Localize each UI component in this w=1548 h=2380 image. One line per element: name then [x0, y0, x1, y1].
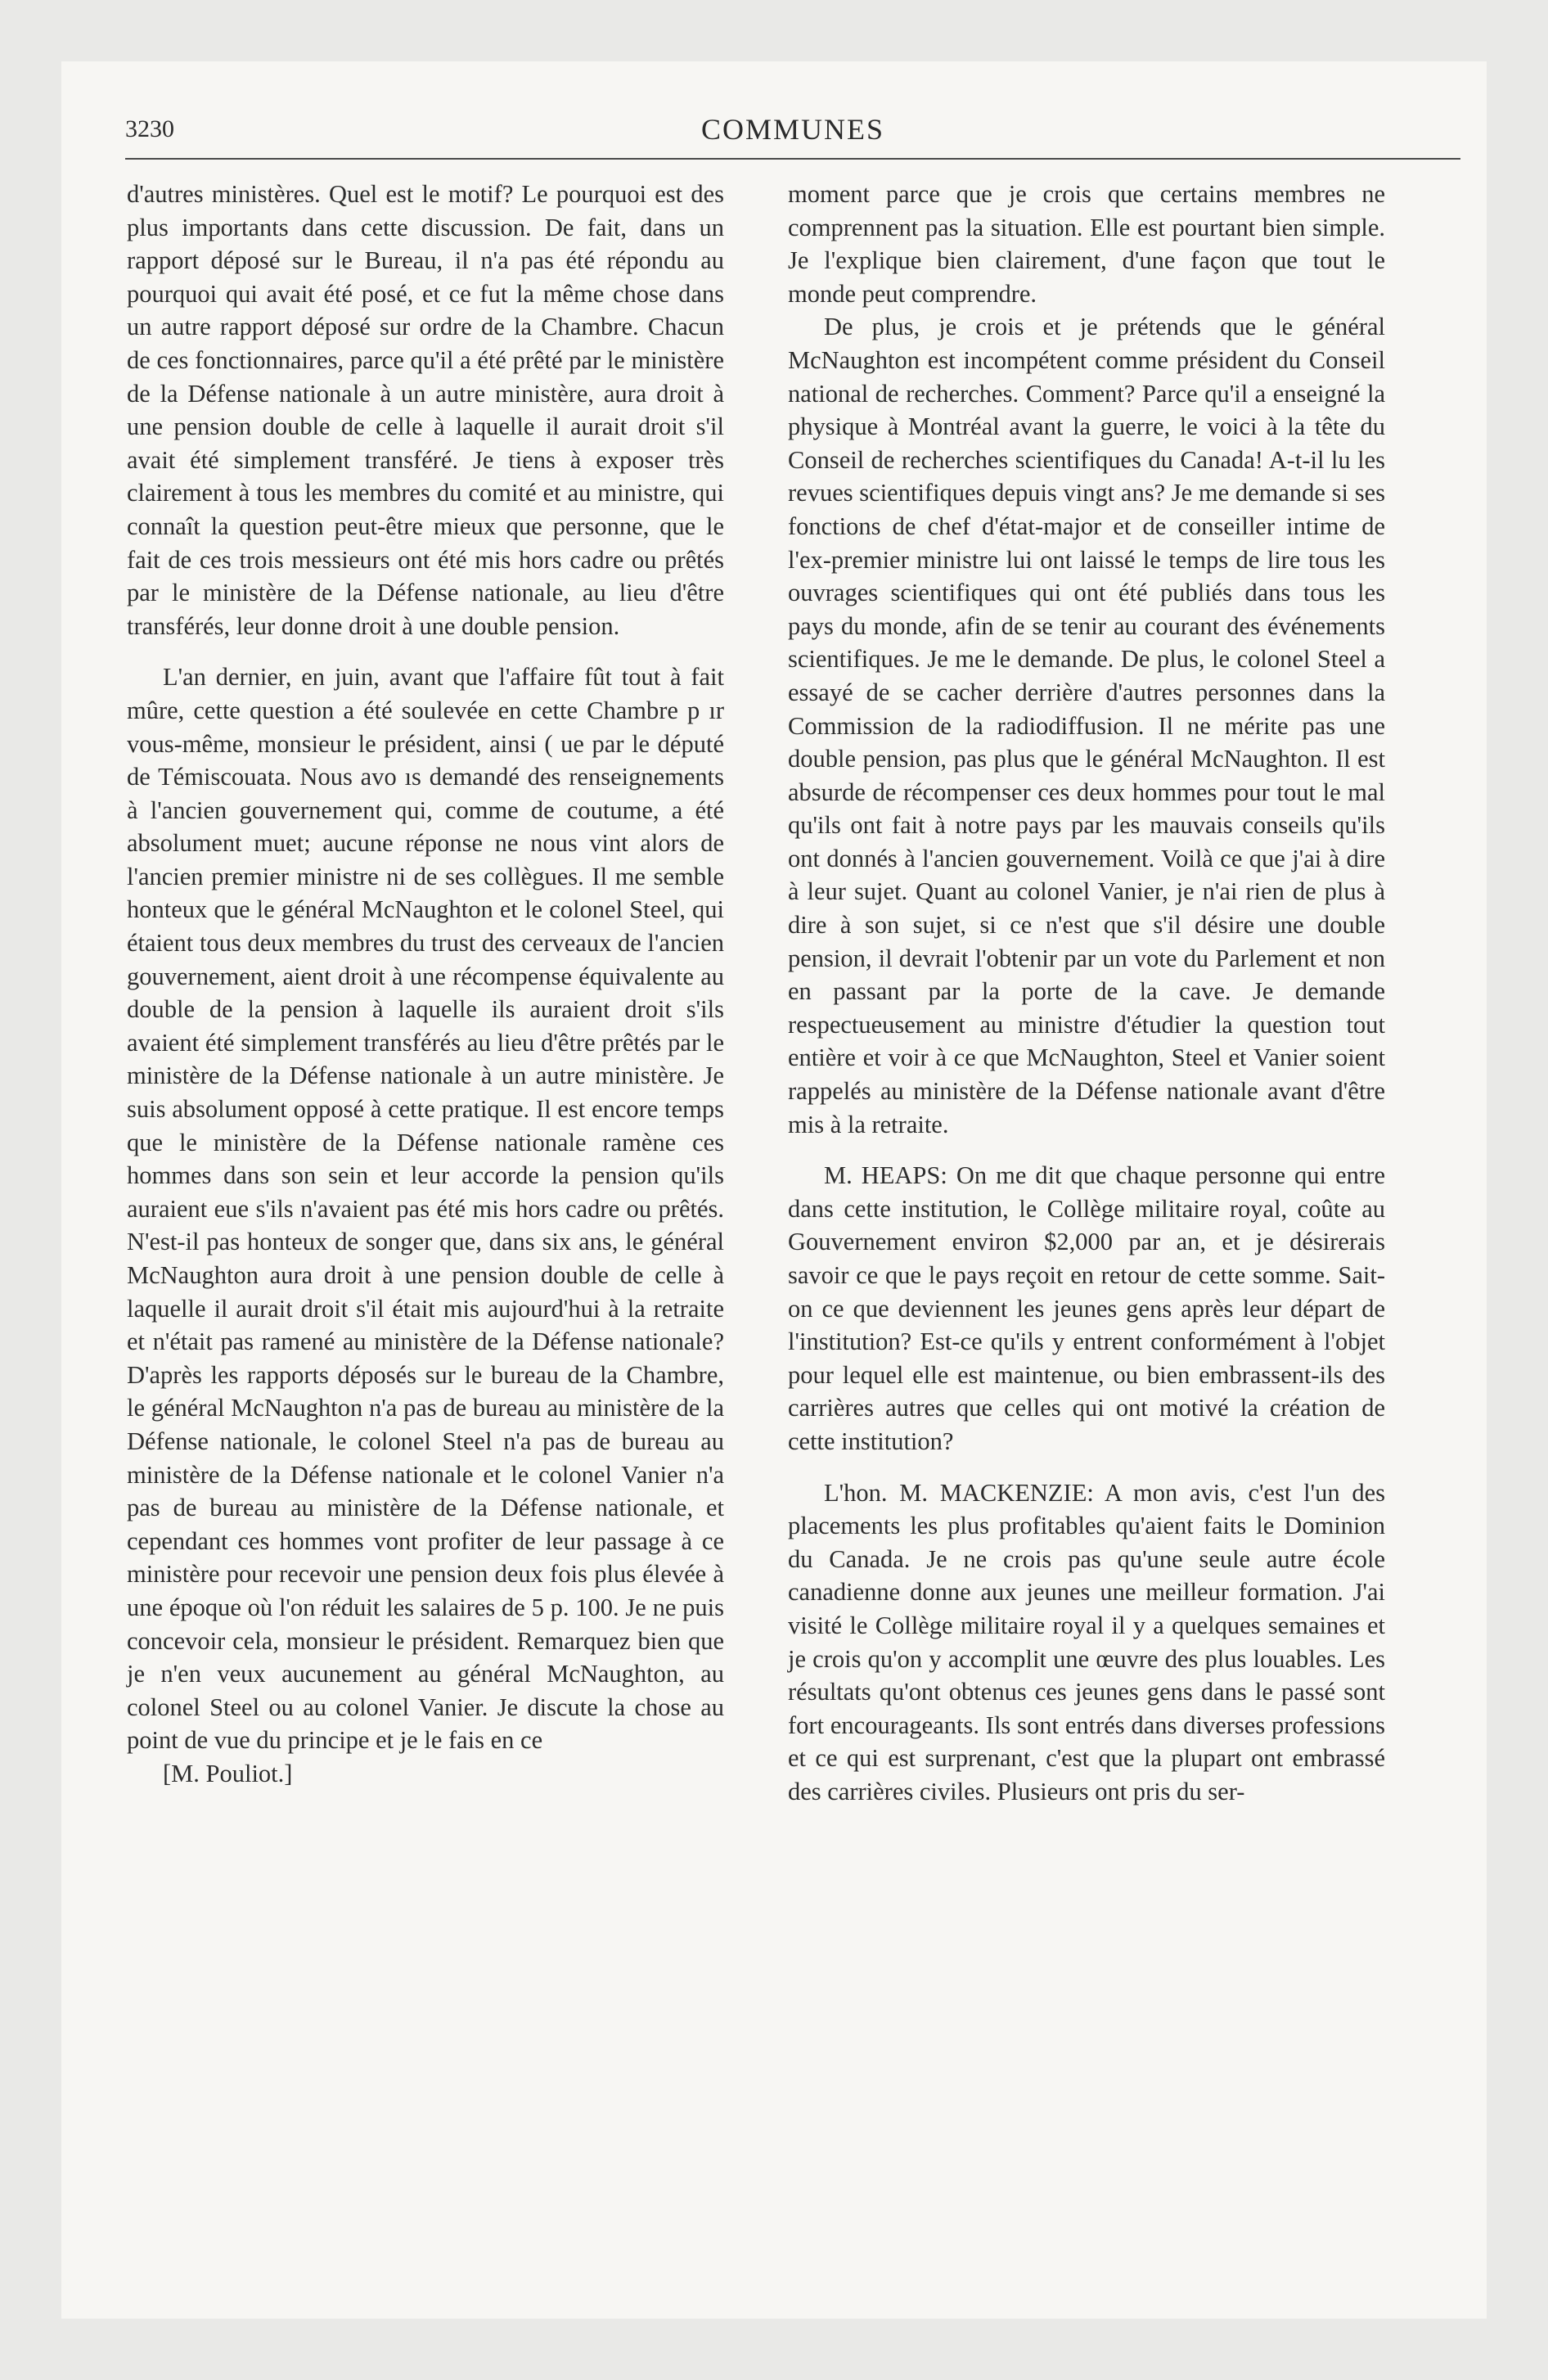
- paragraph: L'hon. M. MACKENZIE: A mon avis, c'est l'un des placements les plus profitables qu'aient faits le Dominion du Canada. Je ne crois pas qu'une seule autre école canadienne donne aux jeunes une meilleur formation. J'ai visité le Collège militaire royal il y a quelques semaines et je crois qu'on y accomplit une œuvre des plus louables. Les résultats qu'ont obtenus ces jeunes gens dans le passé sont fort encourageants. Ils sont entrés dans diverses professions et ce qui est surprenant, c'est que la plupart ont embrassé des carrières civiles. Plusieurs ont pris du ser-: [788, 1478, 1385, 1805]
- paragraph: L'an dernier, en juin, avant que l'affaire fût tout à fait mûre, cette question a été soulevée en cette Chambre p ır vous-même, monsieur le président, ainsi ( ue par le député de Témiscouata. Nous avo ıs demandé des renseignements à l'ancien gouvernement qui, comme de coutume, a été absolument muet; aucune réponse ne nous vint alors de l'ancien premier ministre ni de ses collègues. Il me semble honteux que le général McNaughton et le colonel Steel, qui étaient tous deux membres du trust des cerveaux de l'ancien gouvernement, aient droit à une récompense équivalente au double de la pension à laquelle ils auraient droit s'ils avaient été simplement transférés au lieu d'être prêtés par le ministère de la Défense nationale à un autre ministère. Je suis absolument opposé à cette pratique. Il est encore temps que le ministère de la Défense nationale ramène ces hommes dans son sein et leur accorde la pension qu'ils auraient eue s'ils n'avaient pas été mis hors cadre ou prêtés. N'est-il pas honteux de songer que, dans six ans, le général McNaughton aura droit à une pension double de celle à laquelle il aurait droit s'il était mis aujourd'hui à la retraite et n'était pas ramené au ministère de la Défense nationale? D'après les rapports déposés sur le bureau de la Chambre, le général McNaughton n'a pas de bureau au ministère de la Défense nationale, le colonel Steel n'a pas de bureau au ministère de la Défense nationale et le colonel Vanier n'a pas de bureau au ministère de la Défense nationale, et cependant ces hommes vont profiter de leur passage à ce ministère pour recevoir une pension deux fois plus élevée à une époque où l'on réduit les salaires de 5 p. 100. Je ne puis concevoir cela, monsieur le président. Remarquez bien que je n'en veux aucunement au général McNaughton, au colonel Steel ou au colonel Vanier. Je discute la chose au point de vue du principe et je le fais en ce: [127, 663, 724, 1755]
- page-number: 3230: [125, 115, 174, 142]
- document-page: [61, 61, 1487, 2319]
- left-column: [127, 178, 724, 1791]
- page-header: [125, 109, 1460, 158]
- running-head: COMMUNES: [700, 113, 885, 146]
- right-column: [788, 178, 1385, 1809]
- speaker-reference: [M. Pouliot.]: [163, 1759, 293, 1787]
- paragraph: moment parce que je crois que certains membres ne comprennent pas la situation. Elle est pourtant bien simple. Je l'explique bien clairement, d'une façon que tout le monde peut comprendre.: [788, 180, 1385, 308]
- header-rule: [125, 158, 1460, 160]
- paragraph: De plus, je crois et je prétends que le général McNaughton est incompétent comme président du Conseil national de recherches. Comment? Parce qu'il a enseigné la physique à Montréal avant la guerre, le voici à la tête du Conseil de recherches scientifiques du Canada! A-t-il lu les revues scientifiques depuis vingt ans? Je me demande si ses fonctions de chef d'état-major et de conseiller intime de l'ex-premier ministre lui ont laissé le temps de lire tous les ouvrages scientifiques qui ont été publiés dans tous les pays du monde, afin de se tenir au courant des événements scientifiques. Je me le demande. De plus, le colonel Steel a essayé de se cacher derrière d'autres personnes dans la Commission de la radiodiffusion. Il ne mérite pas une double pension, pas plus que le général McNaughton. Il est absurde de récompenser ces deux hommes pour tout le mal qu'ils ont fait à notre pays par les mauvais conseils qu'ils ont donnés à l'ancien gouvernement. Voilà ce que j'ai à dire à leur sujet. Quant au colonel Vanier, je n'ai rien de plus à dire à son sujet, si ce n'est que s'il désire une double pension, il devrait l'obtenir par un vote du Parlement et non en passant par la porte de la cave. Je demande respectueusement au ministre d'étudier la question tout entière et voir à ce que McNaughton, Steel et Vanier soient rappelés au ministère de la Défense nationale avant d'être mis à la retraite.: [788, 313, 1385, 1138]
- paragraph: M. HEAPS: On me dit que chaque personne qui entre dans cette institution, le Collège militaire royal, coûte au Gouvernement environ $2,000 par an, et je désirerais savoir ce que le pays reçoit en retour de cette somme. Sait-on ce que deviennent les jeunes gens après leur départ de l'institution? Est-ce qu'ils y entrent conformément à l'objet pour lequel elle est maintenue, ou bien embrassent-ils des carrières autres que celles qui ont motivé la création de cette institution?: [788, 1161, 1385, 1455]
- paragraph: d'autres ministères. Quel est le motif? Le pourquoi est des plus importants dans cette discussion. De fait, dans un rapport déposé sur le Bureau, il n'a pas été répondu au pourquoi qui avait été posé, et ce fut la même chose dans un autre rapport déposé sur ordre de la Chambre. Chacun de ces fonctionnaires, parce qu'il a été prêté par le ministère de la Défense nationale à un autre ministère, aura droit à une pension double de celle à laquelle il aurait droit s'il avait été simplement transféré. Je tiens à exposer très clairement à tous les membres du comité et au ministre, qui connaît la question peut-être mieux que personne, que le fait de ces trois messieurs ont été mis hors cadre ou prêtés par le ministère de la Défense nationale, au lieu d'être transférés, leur donne droit à une double pension.: [127, 180, 724, 640]
